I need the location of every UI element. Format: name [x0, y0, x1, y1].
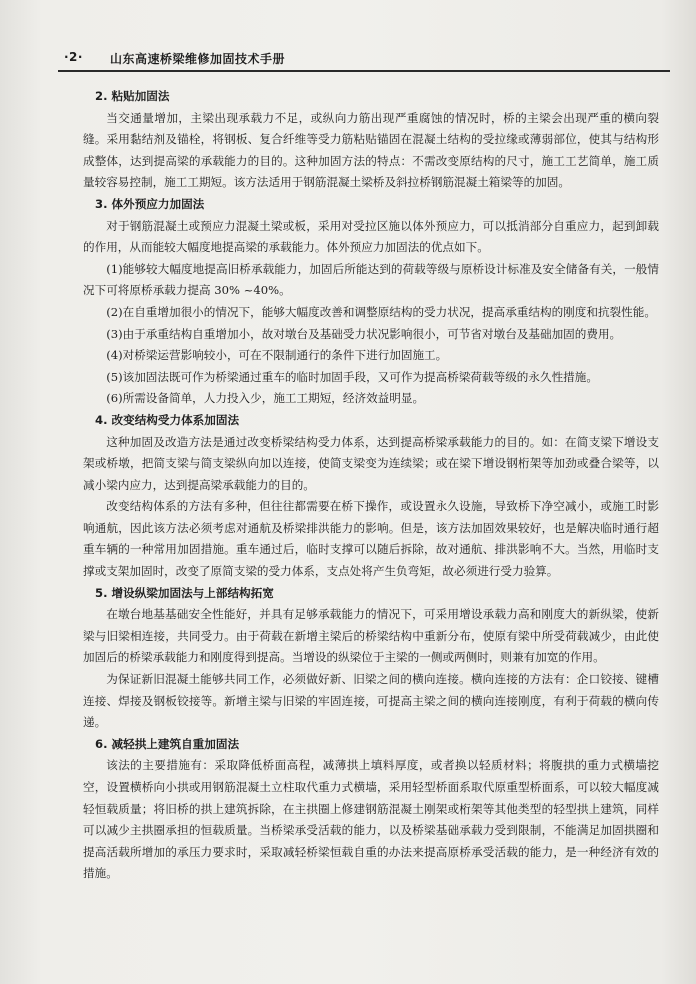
paragraph: 这种加固及改造方法是通过改变桥梁结构受力体系，达到提高桥梁承载能力的目的。如：在简支梁下增设支架或桥墩，把简支梁与简支梁纵向加以连接，使简支梁变为连续梁；或在梁下增设钢桁架等加劲或叠合梁等，以减小梁内应力，达到提高梁承载能力的目的。 — [83, 434, 659, 492]
running-header — [58, 48, 670, 70]
paragraph: 对于钢筋混凝土或预应力混凝土梁或板，采用对受拉区施以体外预应力，可以抵消部分自重应力，起到卸载的作用，从而能较大幅度地提高梁的承载能力。体外预应力加固法的优点如下。 — [83, 218, 659, 255]
paragraph: 该法的主要措施有：采取降低桥面高程，减薄拱上填料厚度，或者换以轻质材料；将腹拱的重力式横墙挖空，设置横桥向小拱或用钢筋混凝土立柱取代重力式横墙，采用轻型桥面系取代原重型桥面系，可以较大幅度减轻恒载质量；将旧桥的拱上建筑拆除，在主拱圈上修建钢筋混凝土刚架或桁架等其他类型的轻型拱上建筑，同样可以减少主拱圈承担的恒载质量。当桥梁承受活载的能力，以及桥梁基础承载力受到限制，不能满足加固拱圈和提高活载所增加的承压力要求时，采取减轻桥梁恒载自重的办法来提高原桥承受活载的能力，是一种经济有效的措施。 — [83, 758, 659, 881]
paragraph: 当交通量增加，主梁出现承载力不足，或纵向力筋出现严重腐蚀的情况时，桥的主梁会出现严重的横向裂缝。采用黏结剂及锚栓，将钢板、复合纤维等受力筋粘贴锚固在混凝土结构的受拉缘或薄弱部位，使其与结构形成整体，达到提高梁的承载能力的目的。这种加固方法的特点：不需改变原结构的尺寸，施工工艺简单，施工质量较容易控制，施工工期短。该方法适用于钢筋混凝土梁桥及斜拉桥钢筋混凝土箱梁等的加固。 — [83, 110, 659, 190]
paragraph: 在墩台地基基础安全性能好，并具有足够承载能力的情况下，可采用增设承载力高和刚度大的新纵梁，使新梁与旧梁相连接，共同受力。由于荷载在新增主梁后的桥梁结构中重新分布，使原有梁中所受荷载减少，由此使加固后的桥梁承载能力和刚度得到提高。当增设的纵梁位于主梁的一侧或两侧时，则兼有加宽的作用。 — [83, 607, 659, 665]
list-item: (6)所需设备简单，人力投入少，施工工期短，经济效益明显。 — [106, 391, 425, 406]
list-item: (1)能够较大幅度地提高旧桥承载能力，加固后所能达到的荷载等级与原桥设计标准及安全储备有关，一般情况下可将原桥承载力提高 30% ~40%。 — [83, 261, 659, 298]
section-heading-reduce-dead-load: 6. 减轻拱上建筑自重加固法 — [95, 736, 240, 751]
page-body — [83, 86, 659, 885]
section-heading-external-prestress: 3. 体外预应力加固法 — [95, 196, 205, 211]
header-rule — [58, 70, 670, 72]
list-item: (4)对桥梁运营影响较小，可在不限制通行的条件下进行加固施工。 — [106, 348, 448, 363]
list-item: (2)在自重增加很小的情况下，能够大幅度改善和调整原结构的受力状况，提高承重结构的刚度和抗裂性能。 — [106, 304, 656, 319]
book-title: 山东高速桥梁维修加固技术手册 — [110, 52, 286, 66]
page-number: ·2· — [64, 50, 83, 64]
section-heading-bonding: 2. 粘贴加固法 — [95, 89, 170, 103]
list-item: (5)该加固法既可作为桥梁通过重车的临时加固手段，又可作为提高桥梁荷载等级的永久性措施。 — [106, 369, 598, 384]
section-heading-add-girders: 5. 增设纵梁加固法与上部结构拓宽 — [95, 585, 274, 600]
paragraph: 为保证新旧混凝土能够共同工作，必须做好新、旧梁之间的横向连接。横向连接的方法有：企口铰接、键槽连接、焊接及钢板铰接等。新增主梁与旧梁的牢固连接，可提高主梁之间的横向连接刚度，有利于荷载的横向传递。 — [83, 672, 659, 730]
list-item: (3)由于承重结构自重增加小，故对墩台及基础受力状况影响很小，可节省对墩台及基础加固的费用。 — [106, 326, 622, 341]
paragraph: 改变结构体系的方法有多种，但往往都需要在桥下操作，或设置永久设施，导致桥下净空减小，或施工时影响通航，因此该方法必须考虑对通航及桥梁排洪能力的影响。但是，该方法加固效果较好，也是解决临时通行超重车辆的一种常用加固措施。重车通过后，临时支撑可以随后拆除，故对通航、排洪影响不大。当然，用临时支撑或支架加固时，改变了原简支梁的受力体系，支点处将产生负弯矩，故必须进行受力验算。 — [83, 499, 659, 579]
section-heading-change-structural-system: 4. 改变结构受力体系加固法 — [95, 412, 240, 427]
